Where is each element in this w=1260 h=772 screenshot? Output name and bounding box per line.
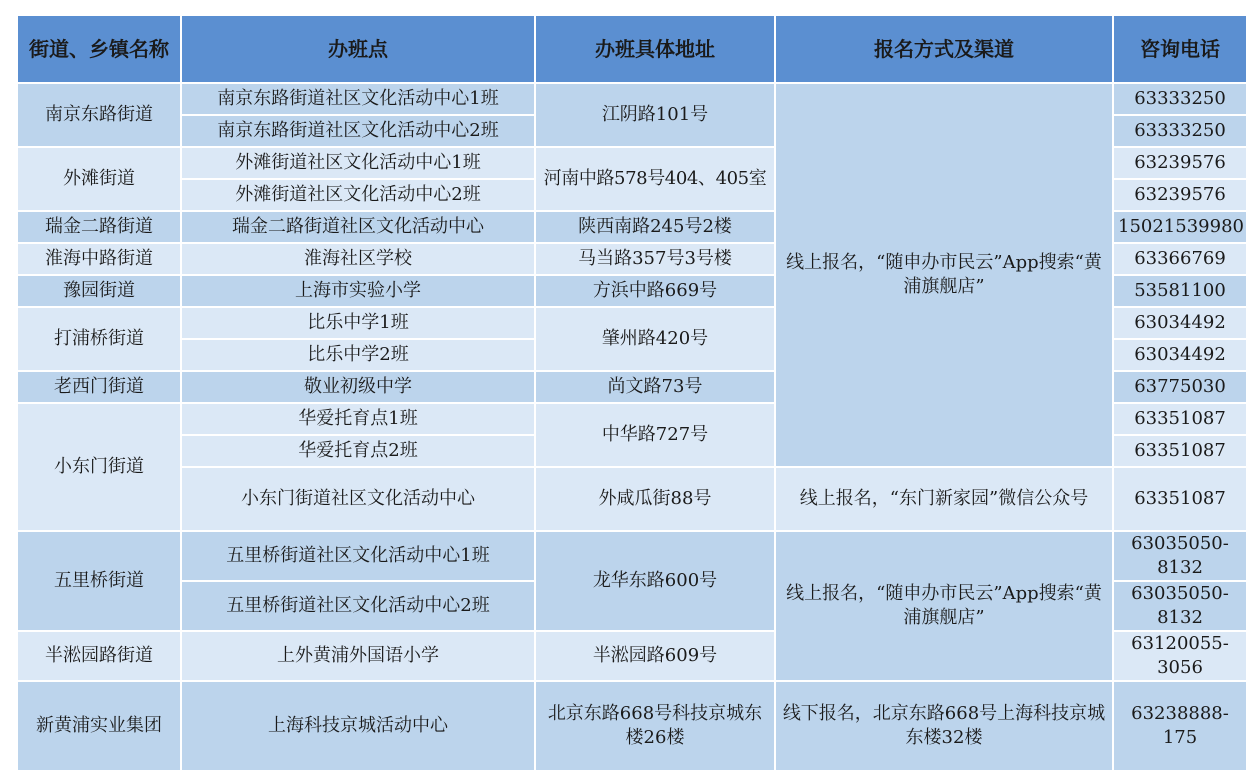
phone-cell: 63239576 (1113, 147, 1247, 179)
table-row (17, 83, 1247, 115)
table-row (17, 531, 1247, 581)
site-cell: 五里桥街道社区文化活动中心1班 (181, 531, 535, 581)
phone-cell: 63238888-175 (1113, 681, 1247, 771)
phone-cell: 63333250 (1113, 115, 1247, 147)
address-cell: 马当路357号3号楼 (535, 243, 775, 275)
signup-cell: 线下报名，北京东路668号上海科技京城东楼32楼 (775, 681, 1113, 771)
site-cell: 瑞金二路街道社区文化活动中心 (181, 211, 535, 243)
address-cell: 半淞园路609号 (535, 631, 775, 681)
site-cell: 上外黄浦外国语小学 (181, 631, 535, 681)
site-cell: 淮海社区学校 (181, 243, 535, 275)
header-phone: 咨询电话 (1113, 15, 1247, 83)
address-cell: 河南中路578号404、405室 (535, 147, 775, 211)
site-cell: 五里桥街道社区文化活动中心2班 (181, 581, 535, 631)
site-cell: 华爱托育点2班 (181, 435, 535, 467)
address-cell: 中华路727号 (535, 403, 775, 467)
site-cell: 南京东路街道社区文化活动中心1班 (181, 83, 535, 115)
address-cell: 方浜中路669号 (535, 275, 775, 307)
header-site: 办班点 (181, 15, 535, 83)
phone-cell: 63351087 (1113, 467, 1247, 531)
site-cell: 比乐中学1班 (181, 307, 535, 339)
district-cell: 五里桥街道 (17, 531, 181, 631)
district-cell: 老西门街道 (17, 371, 181, 403)
district-cell: 小东门街道 (17, 403, 181, 531)
phone-cell: 63351087 (1113, 435, 1247, 467)
site-cell: 比乐中学2班 (181, 339, 535, 371)
phone-cell: 63034492 (1113, 339, 1247, 371)
district-cell: 豫园街道 (17, 275, 181, 307)
phone-cell: 63351087 (1113, 403, 1247, 435)
phone-cell: 15021539980 (1113, 211, 1247, 243)
district-cell: 外滩街道 (17, 147, 181, 211)
phone-cell: 53581100 (1113, 275, 1247, 307)
district-cell: 南京东路街道 (17, 83, 181, 147)
phone-cell: 63366769 (1113, 243, 1247, 275)
address-cell: 陕西南路245号2楼 (535, 211, 775, 243)
phone-cell: 63120055-3056 (1113, 631, 1247, 681)
table-row (17, 467, 1247, 531)
district-cell: 瑞金二路街道 (17, 211, 181, 243)
site-cell: 上海市实验小学 (181, 275, 535, 307)
address-cell: 北京东路668号科技京城东楼26楼 (535, 681, 775, 771)
phone-cell: 63035050-8132 (1113, 531, 1247, 581)
district-cell: 淮海中路街道 (17, 243, 181, 275)
address-cell: 肇州路420号 (535, 307, 775, 371)
address-cell: 外咸瓜街88号 (535, 467, 775, 531)
phone-cell: 63035050-8132 (1113, 581, 1247, 631)
site-cell: 上海科技京城活动中心 (181, 681, 535, 771)
district-cell: 新黄浦实业集团 (17, 681, 181, 771)
phone-cell: 63034492 (1113, 307, 1247, 339)
address-cell: 龙华东路600号 (535, 531, 775, 631)
site-cell: 华爱托育点1班 (181, 403, 535, 435)
phone-cell: 63775030 (1113, 371, 1247, 403)
header-district: 街道、乡镇名称 (17, 15, 181, 83)
phone-cell: 63333250 (1113, 83, 1247, 115)
district-cell: 打浦桥街道 (17, 307, 181, 371)
district-cell: 半淞园路街道 (17, 631, 181, 681)
address-cell: 江阴路101号 (535, 83, 775, 147)
site-cell: 外滩街道社区文化活动中心1班 (181, 147, 535, 179)
header-row (17, 15, 1247, 83)
header-signup: 报名方式及渠道 (775, 15, 1113, 83)
address-cell: 尚文路73号 (535, 371, 775, 403)
class-schedule-table (16, 14, 1248, 772)
table-row (17, 681, 1247, 771)
signup-cell: 线上报名，“东门新家园”微信公众号 (775, 467, 1113, 531)
header-address: 办班具体地址 (535, 15, 775, 83)
phone-cell: 63239576 (1113, 179, 1247, 211)
signup-cell: 线上报名，“随申办市民云”App搜索“黄浦旗舰店” (775, 83, 1113, 467)
site-cell: 南京东路街道社区文化活动中心2班 (181, 115, 535, 147)
site-cell: 外滩街道社区文化活动中心2班 (181, 179, 535, 211)
signup-cell: 线上报名，“随申办市民云”App搜索“黄浦旗舰店” (775, 531, 1113, 681)
site-cell: 敬业初级中学 (181, 371, 535, 403)
site-cell: 小东门街道社区文化活动中心 (181, 467, 535, 531)
